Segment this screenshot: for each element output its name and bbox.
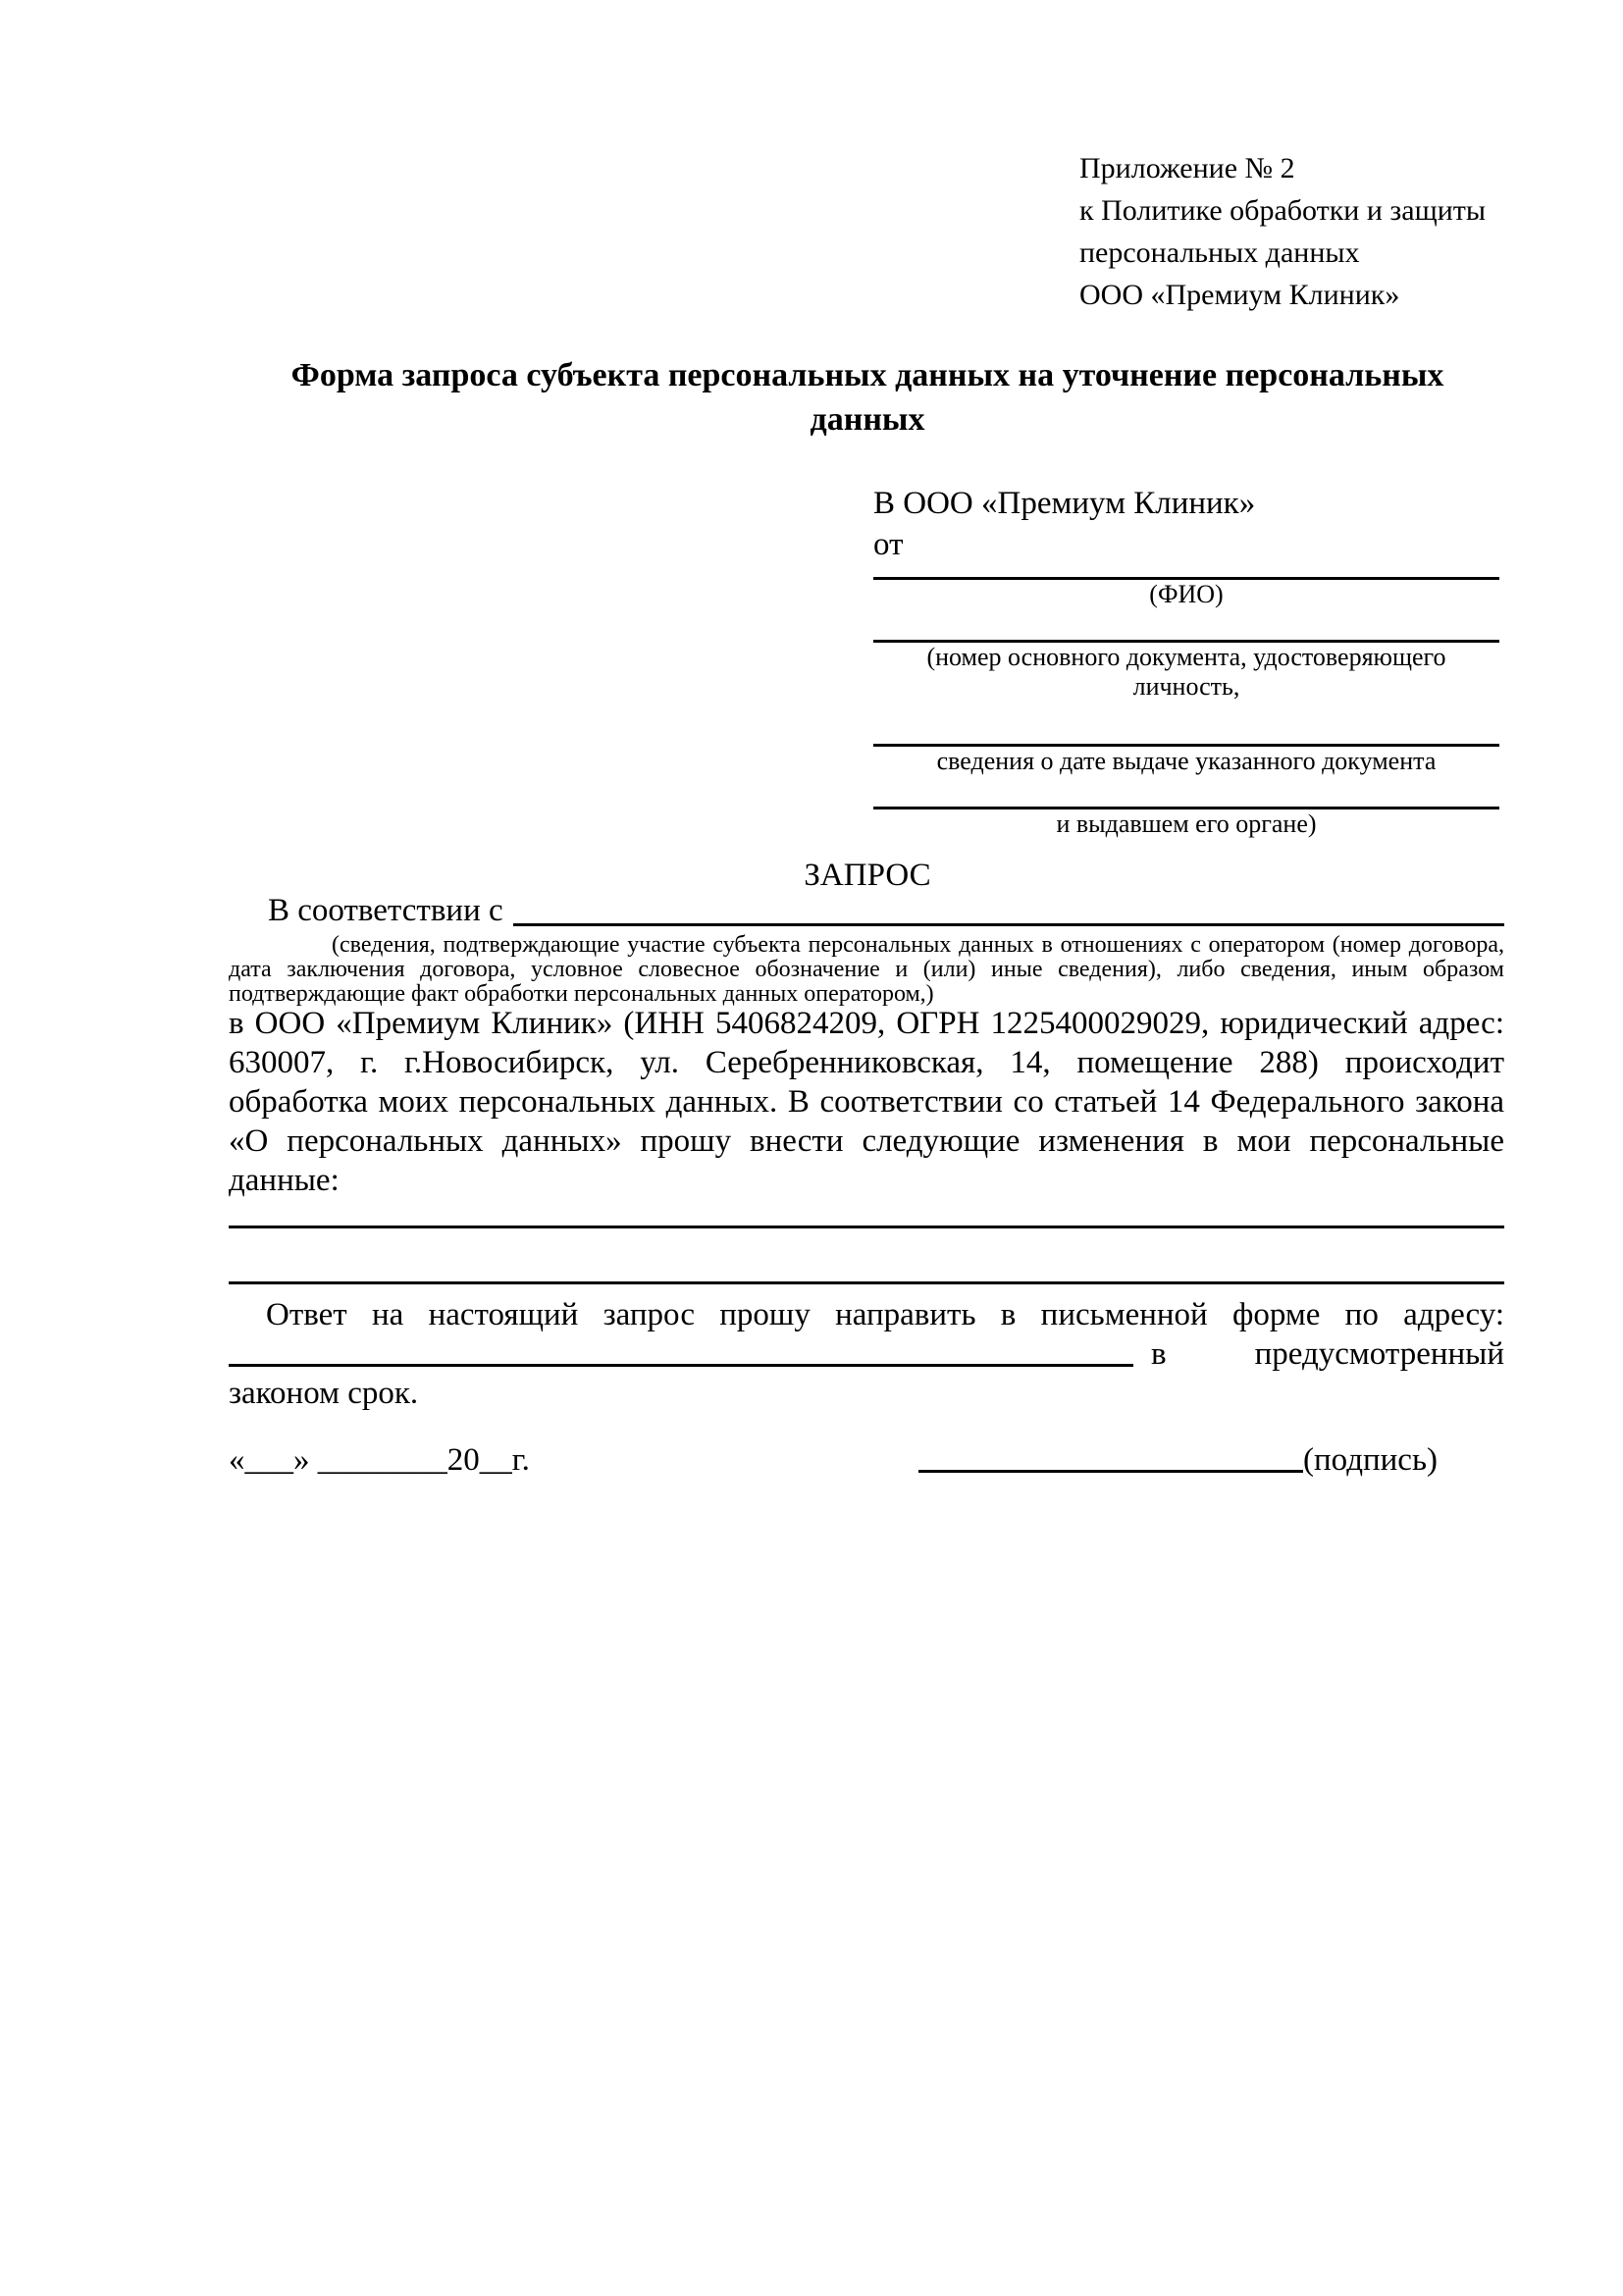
changes-field-line-2[interactable] [229, 1281, 1504, 1284]
header-note [1079, 147, 1521, 316]
signature-group [918, 1440, 1438, 1480]
date-line[interactable]: «___» ________20__г. [229, 1442, 530, 1478]
reply-paragraph-line: Ответ на настоящий запрос прошу направить в письменной форме по адресу: [266, 1297, 1504, 1332]
header-note-line-4: ООО «Премиум Клиник» [1079, 279, 1400, 311]
date-signature-row [229, 1438, 1504, 1480]
signature-field-line[interactable] [918, 1470, 1303, 1473]
reply-address-row [229, 1334, 1504, 1374]
reply-closing: законом срок. [229, 1376, 419, 1411]
addressee-from-label: от [873, 527, 904, 562]
issuing-authority-caption: и выдавшем его органе) [1056, 809, 1317, 838]
id-number-caption: (номер основного документа, удостоверяющего личность, [926, 643, 1446, 701]
issue-date-caption: сведения о дате выдаче указанного документа [936, 747, 1437, 775]
fio-caption: (ФИО) [1149, 580, 1224, 608]
request-body-paragraph: в ООО «Премиум Клиник» (ИНН 5406824209, ОГРН 1225400029029, юридический адрес: 630007, г. г.Новосибирск, ул. Серебренниковская, 14, помещение 288) происходит обработка моих персональных данных. В соответствии со статьей 14 Федерального закона «О персональных данных» прошу внести следующие изменения в мои персональные данные: [229, 1006, 1504, 1198]
accordance-field-line[interactable] [513, 891, 1504, 926]
signature-caption: (подпись) [1303, 1442, 1438, 1478]
reply-tail-word-2: предусмотренный [1254, 1336, 1504, 1372]
changes-field-line-1[interactable] [229, 1226, 1504, 1228]
header-note-line-1: Приложение № 2 [1079, 152, 1295, 184]
reply-tail-word-1: в [1151, 1336, 1167, 1372]
accordance-paragraph [231, 891, 1504, 930]
addressee-to: В ООО «Премиум Клиник» [873, 486, 1256, 521]
request-heading: ЗАПРОС [804, 858, 931, 893]
addressee-block [873, 483, 1499, 839]
header-note-line-3: персональных данных [1079, 236, 1360, 269]
header-note-line-2: к Политике обработки и защиты [1079, 194, 1487, 227]
accordance-lead: В соответствии с [268, 893, 503, 928]
document-title: Форма запроса субъекта персональных данных на уточнение персональных данных [290, 357, 1444, 438]
small-print-note: (сведения, подтверждающие участие субъекта персональных данных в отношениях с оператором (номер договора, дата заключения договора, условное словесное обозначение и (или) иные сведения), либо сведения, иным образом подтверждающие факт обработки персональных данных оператором,) [229, 932, 1504, 1007]
address-field-line[interactable] [229, 1364, 1133, 1367]
